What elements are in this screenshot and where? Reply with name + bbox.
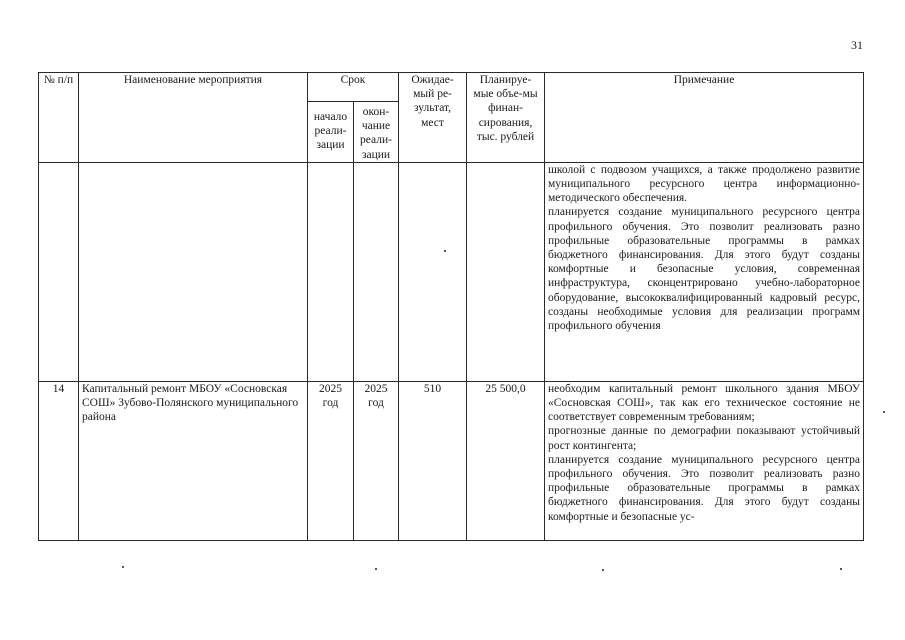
note-paragraph: прогнозные данные по демографии показывают устойчивый рост контингента; bbox=[548, 425, 860, 452]
row-end: 2025 год bbox=[354, 381, 399, 540]
header-term-end: окон-чание реали-зации bbox=[354, 102, 399, 163]
header-name: Наименование мероприятия bbox=[79, 73, 308, 163]
page-number: 31 bbox=[851, 38, 863, 52]
header-term-start: начало реали-зации bbox=[308, 102, 354, 163]
header-term: Срок bbox=[308, 73, 399, 102]
row-result bbox=[399, 162, 467, 381]
row-end bbox=[354, 162, 399, 381]
table-row bbox=[39, 162, 864, 381]
header-result: Ожидае-мый ре-зультат, мест bbox=[399, 73, 467, 163]
note-paragraph: планируется создание муниципального ресурсного центра профильного обучения. Это позволит реализовать разно профильные образовательные программы в рамках бюджетного финансирования. Для этого будут созданы комфортные и безопасные ус- bbox=[548, 453, 860, 523]
note-paragraph: планируется создание муниципального ресурсного центра профильного обучения. Это позволит реализовать разно профильные образовательные программы в рамках бюджетного финансирования. Для этого будут созданы комфортные и безопасные условия, современная инфраструктура, сконцентрировано учебно-лабораторное оборудование, высококвалифицированный кадровый ресурс, созданы необходимые условия для реализации программ профильного обучения bbox=[548, 206, 860, 333]
header-note: Примечание bbox=[545, 73, 864, 163]
row-name: Капитальный ремонт МБОУ «Сосновская СОШ» Зубово-Полянского муниципального района bbox=[79, 381, 308, 540]
row-start bbox=[308, 162, 354, 381]
scan-speck bbox=[444, 250, 446, 252]
row-name bbox=[79, 162, 308, 381]
scan-speck bbox=[883, 411, 885, 413]
table-row bbox=[39, 381, 864, 540]
note-paragraph: необходим капитальный ремонт школьного здания МБОУ «Сосновская СОШ», так как его техническое состояние не соответствует современным требованиям; bbox=[548, 382, 860, 424]
row-result: 510 bbox=[399, 381, 467, 540]
scan-speck bbox=[375, 568, 377, 570]
row-start: 2025 год bbox=[308, 381, 354, 540]
header-num: № п/п bbox=[39, 73, 79, 163]
row-note bbox=[545, 162, 864, 381]
scan-speck bbox=[840, 568, 842, 570]
scan-speck bbox=[122, 566, 124, 568]
row-num: 14 bbox=[39, 381, 79, 540]
row-note bbox=[545, 381, 864, 540]
row-financing: 25 500,0 bbox=[467, 381, 545, 540]
scan-speck bbox=[602, 569, 604, 571]
measures-table bbox=[38, 72, 864, 541]
row-financing bbox=[467, 162, 545, 381]
header-financing: Планируе-мые объе-мы финан-сирования, тыс. рублей bbox=[467, 73, 545, 163]
row-num bbox=[39, 162, 79, 381]
note-paragraph: школой с подвозом учащихся, а также продолжено развитие муниципального ресурсного центра информационно-методического обеспечения. bbox=[548, 163, 860, 205]
